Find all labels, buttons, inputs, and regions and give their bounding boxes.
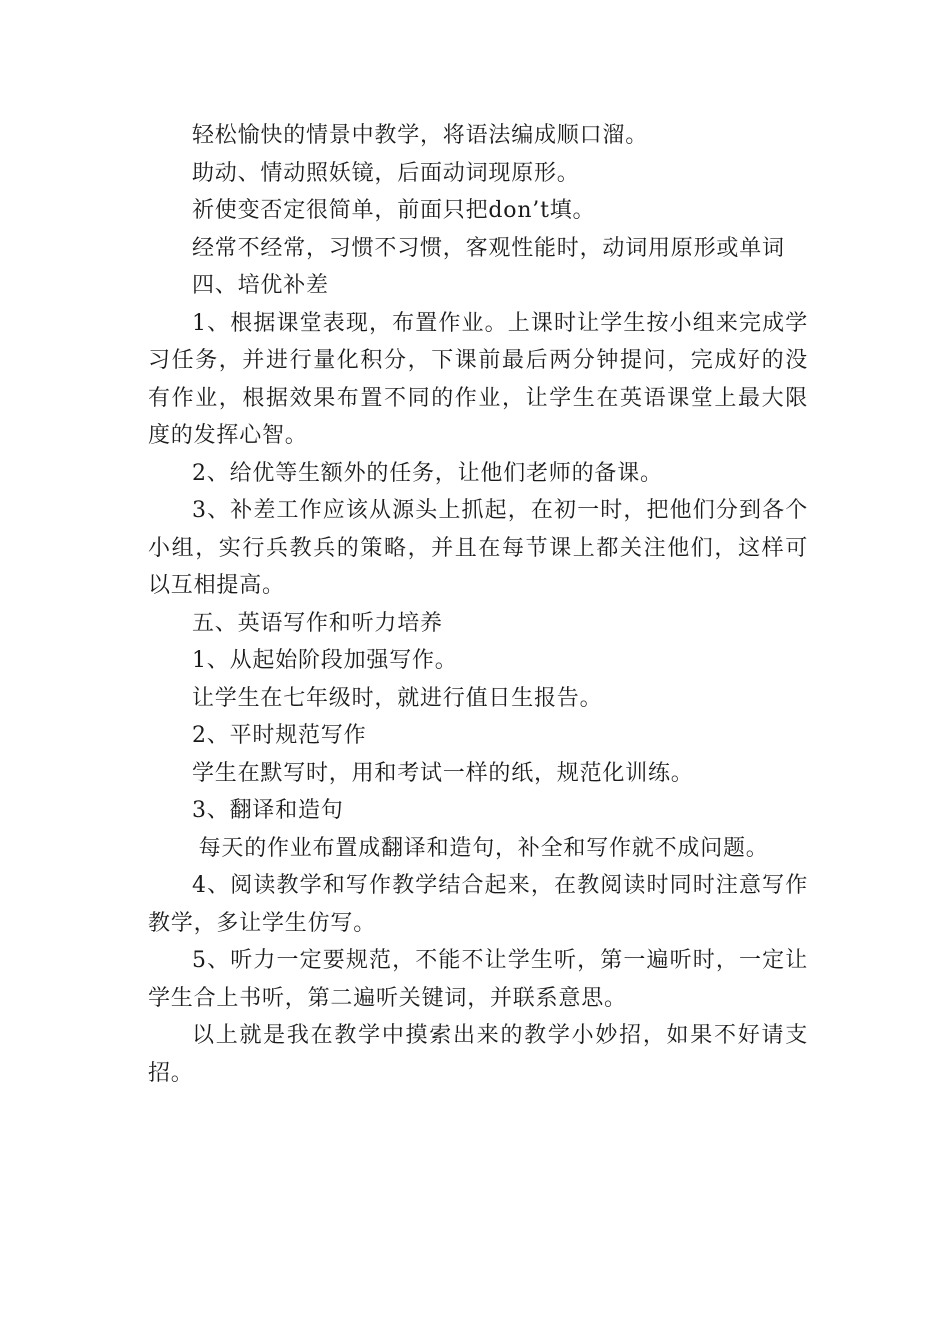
paragraph-18: 以上就是我在教学中摸索出来的教学小妙招，如果不好请支招。 <box>148 1023 808 1086</box>
paragraph-2: 助动、情动照妖镜，后面动词现原形。 <box>192 160 580 186</box>
paragraph-1: 轻松愉快的情景中教学，将语法编成顺口溜。 <box>192 123 649 148</box>
paragraph-8: 3、补差工作应该从源头上抓起，在初一时，把他们分到各个小组，实行兵教兵的策略，并且在每节课上都关注他们，这样可以互相提高。 <box>148 498 808 598</box>
paragraph-11: 让学生在七年级时，就进行值日生报告。 <box>192 685 603 711</box>
section-heading-5: 五、英语写作和听力培养 <box>192 610 443 636</box>
paragraph-16: 4、阅读教学和写作教学结合起来，在教阅读时同时注意写作教学，多让学生仿写。 <box>148 873 808 936</box>
paragraph-13: 学生在默写时，用和考试一样的纸，规范化训练。 <box>192 760 694 786</box>
paragraph-6: 1、根据课堂表现，布置作业。上课时让学生按小组来完成学习任务，并进行量化积分，下课前最后两分钟提问，完成好的没有作业，根据效果布置不同的作业，让学生在英语课堂上最大限度的发挥心智。 <box>148 310 808 448</box>
section-heading-4: 四、培优补差 <box>192 273 329 298</box>
paragraph-10: 1、从起始阶段加强写作。 <box>192 648 458 673</box>
paragraph-3: 祈使变否定很简单，前面只把don’t填。 <box>192 198 596 223</box>
paragraph-17: 5、听力一定要规范，不能不让学生听，第一遍听时，一定让学生合上书听，第二遍听关键词，并联系意思。 <box>148 948 808 1011</box>
document-body <box>148 117 808 1092</box>
paragraph-14: 3、翻译和造句 <box>192 798 344 823</box>
paragraph-12: 2、平时规范写作 <box>192 723 367 748</box>
paragraph-15: 每天的作业布置成翻译和造句，补全和写作就不成问题。 <box>198 835 769 861</box>
paragraph-7: 2、给优等生额外的任务，让他们老师的备课。 <box>192 460 663 486</box>
paragraph-4: 经常不经常，习惯不习惯，客观性能时，动词用原形或单词 <box>192 235 785 261</box>
